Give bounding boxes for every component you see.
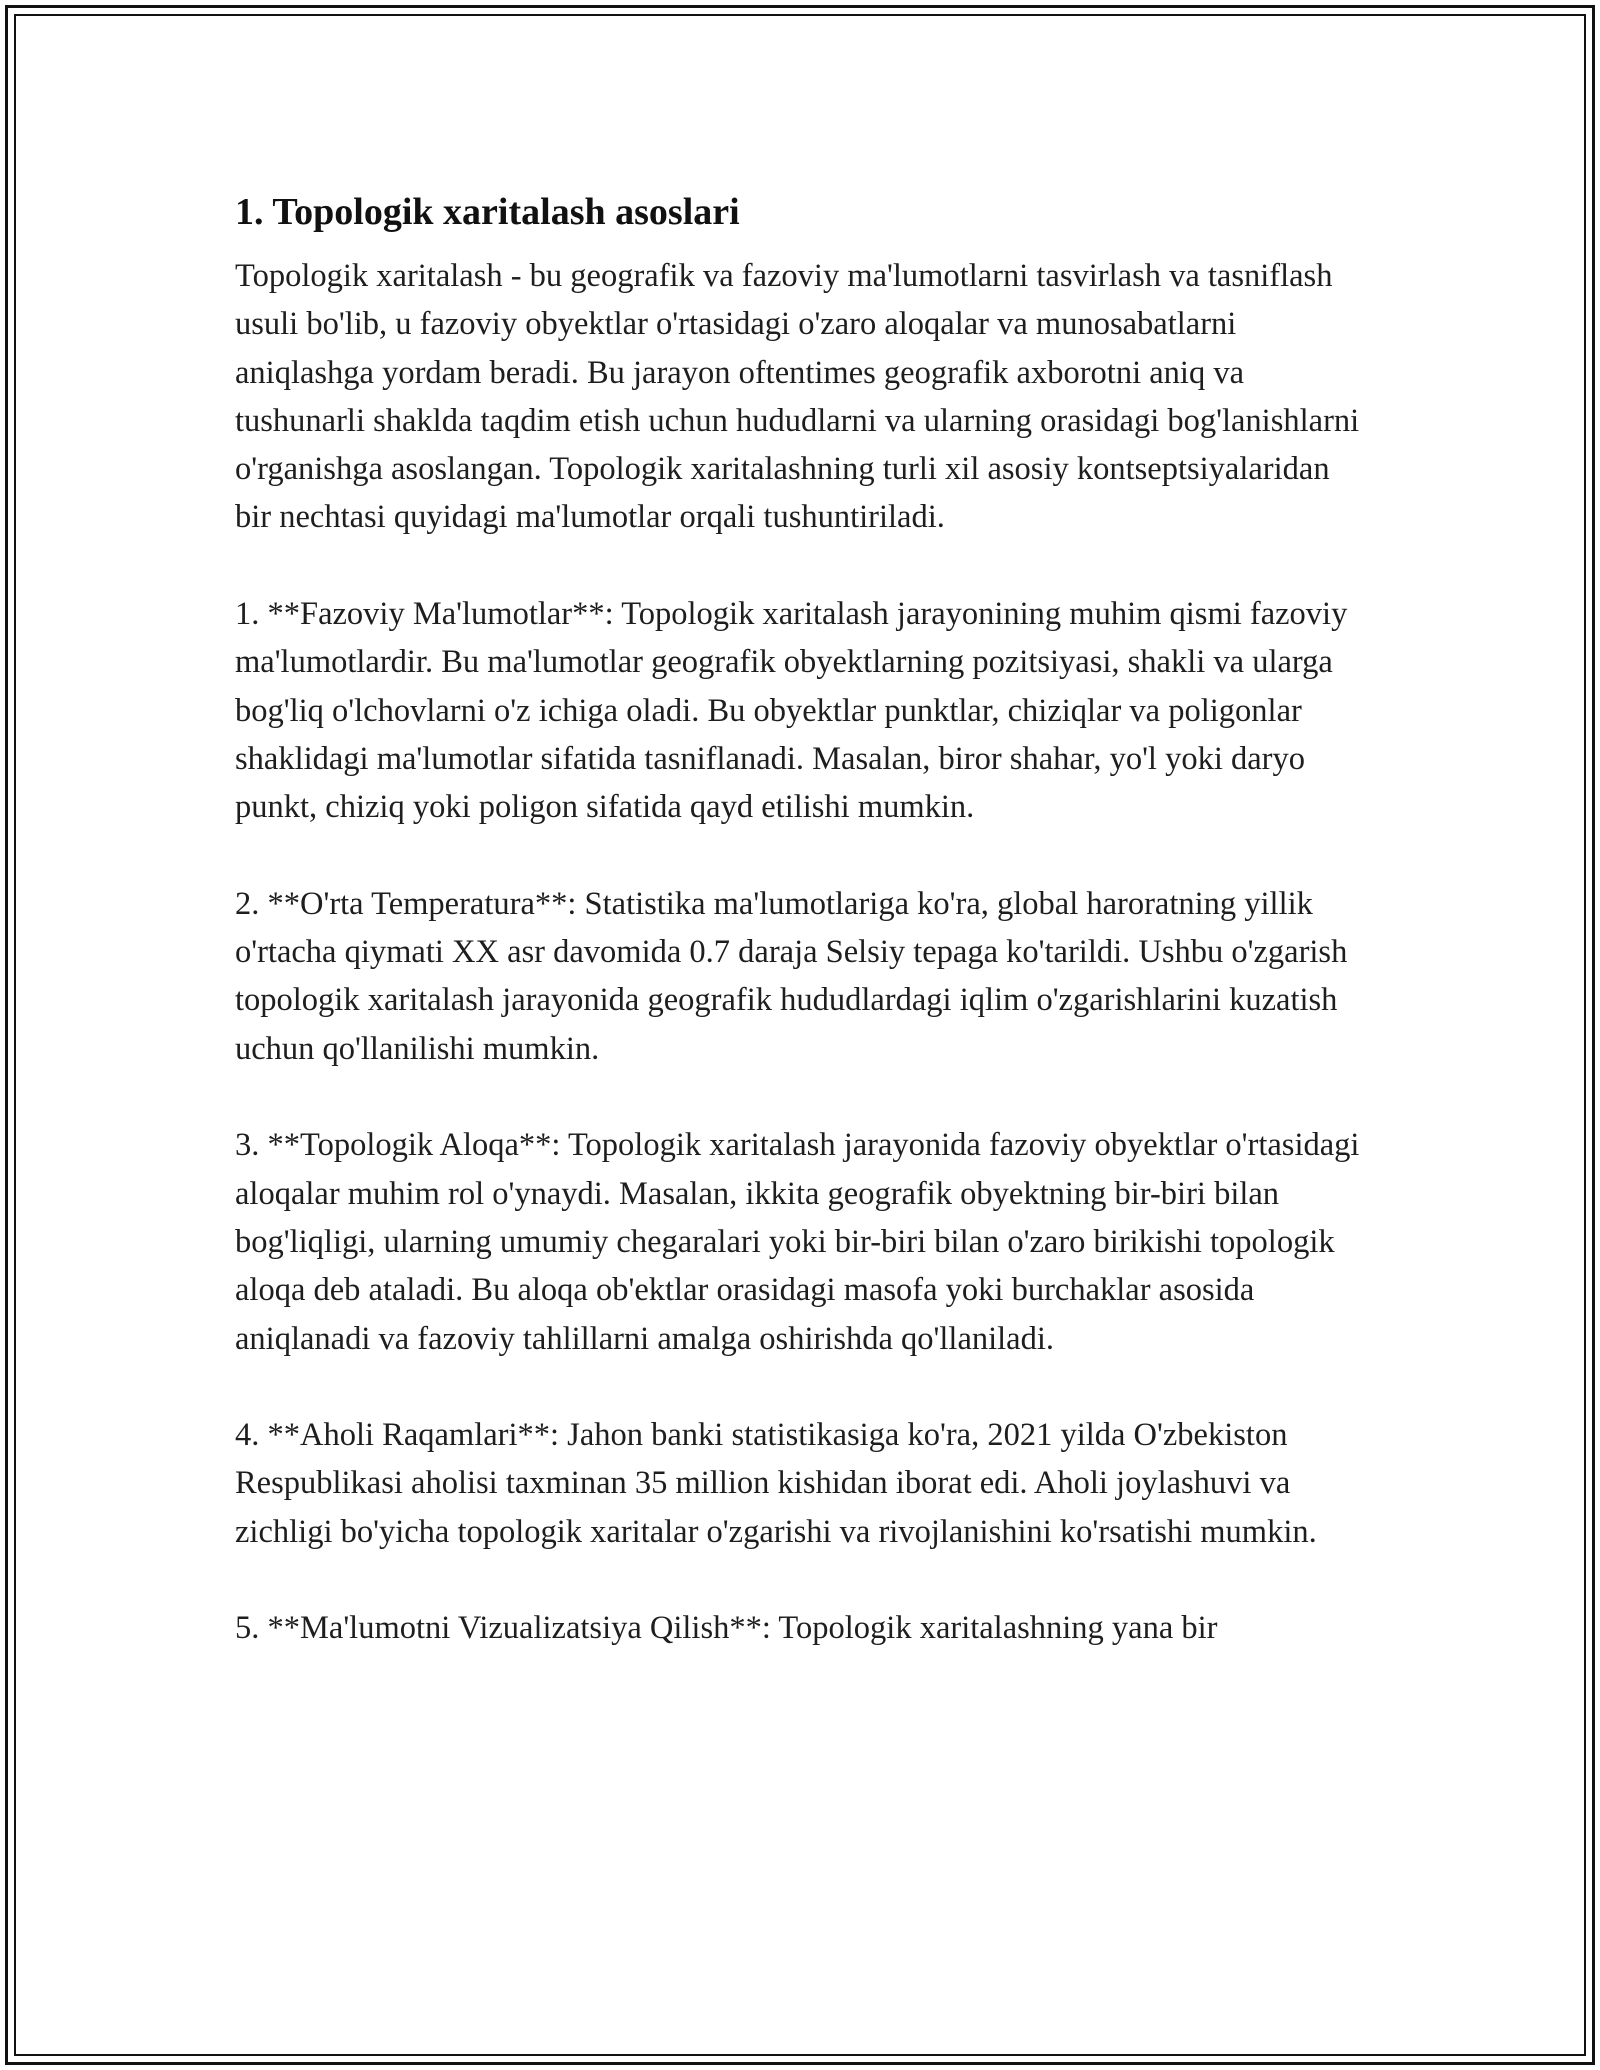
list-item-aholi-raqamlari: 4. **Aholi Raqamlari**: Jahon banki statistikasiga ko'ra, 2021 yilda O'zbekiston Respublikasi aholisi taxminan 35 million kishidan iborat edi. Aholi joylashuvi va zichligi bo'yicha topologik xaritalar o'zgarishi va rivojlanishini ko'rsatishi mumkin. (235, 1417, 1317, 1550)
document-body (235, 188, 1370, 1701)
intro-paragraph: Topologik xaritalash - bu geografik va fazoviy ma'lumotlarni tasvirlash va tasniflash usuli bo'lib, u fazoviy obyektlar o'rtasidagi o'zaro aloqalar va munosabatlarni aniqlashga yordam beradi. Bu jarayon oftentimes geografik axborotni aniq va tushunarli shaklda taqdim etish uchun hududlarni va ularning orasidagi bog'lanishlarni o'rganishga asoslangan. Topologik xaritalashning turli xil asosiy kontseptsiyalaridan bir nechtasi quyidagi ma'lumotlar orqali tushuntiriladi. (235, 258, 1360, 536)
list-item-vizualizatsiya: 5. **Ma'lumotni Vizualizatsiya Qilish**: Topologik xaritalashning yana bir (235, 1610, 1218, 1647)
list-item-orta-temperatura: 2. **O'rta Temperatura**: Statistika ma'lumotlariga ko'ra, global haroratning yillik o'rtacha qiymati XX asr davomida 0.7 daraja Selsiy tepaga ko'tarildi. Ushbu o'zgarish topologik xaritalash jarayonida geografik hududlardagi iqlim o'zgarishlarini kuzatish uchun qo'llanilishi mumkin. (235, 885, 1348, 1067)
list-item-topologik-aloqa: 3. **Topologik Aloqa**: Topologik xaritalash jarayonida fazoviy obyektlar o'rtasidagi aloqalar muhim rol o'ynaydi. Masalan, ikkita geografik obyektning bir-biri bilan bog'liqligi, ularning umumiy chegaralari yoki bir-biri bilan o'zaro birikishi topologik aloqa deb ataladi. Bu aloqa ob'ektlar orasidagi masofa yoki burchaklar asosida aniqlanadi va fazoviy tahlillarni amalga oshirishda qo'llaniladi. (235, 1127, 1360, 1357)
section-title: 1. Topologik xaritalash asoslari (235, 191, 740, 233)
list-item-fazoviy-malumotlar: 1. **Fazoviy Ma'lumotlar**: Topologik xaritalash jarayonining muhim qismi fazoviy ma'lumotlardir. Bu ma'lumotlar geografik obyektlarning pozitsiyasi, shakli va ularga bog'liq o'lchovlarni o'z ichiga oladi. Bu obyektlar punktlar, chiziqlar va poligonlar shaklidagi ma'lumotlar sifatida tasniflanadi. Masalan, biror shahar, yo'l yoki daryo punkt, chiziq yoki poligon sifatida qayd etilishi mumkin. (235, 596, 1348, 826)
